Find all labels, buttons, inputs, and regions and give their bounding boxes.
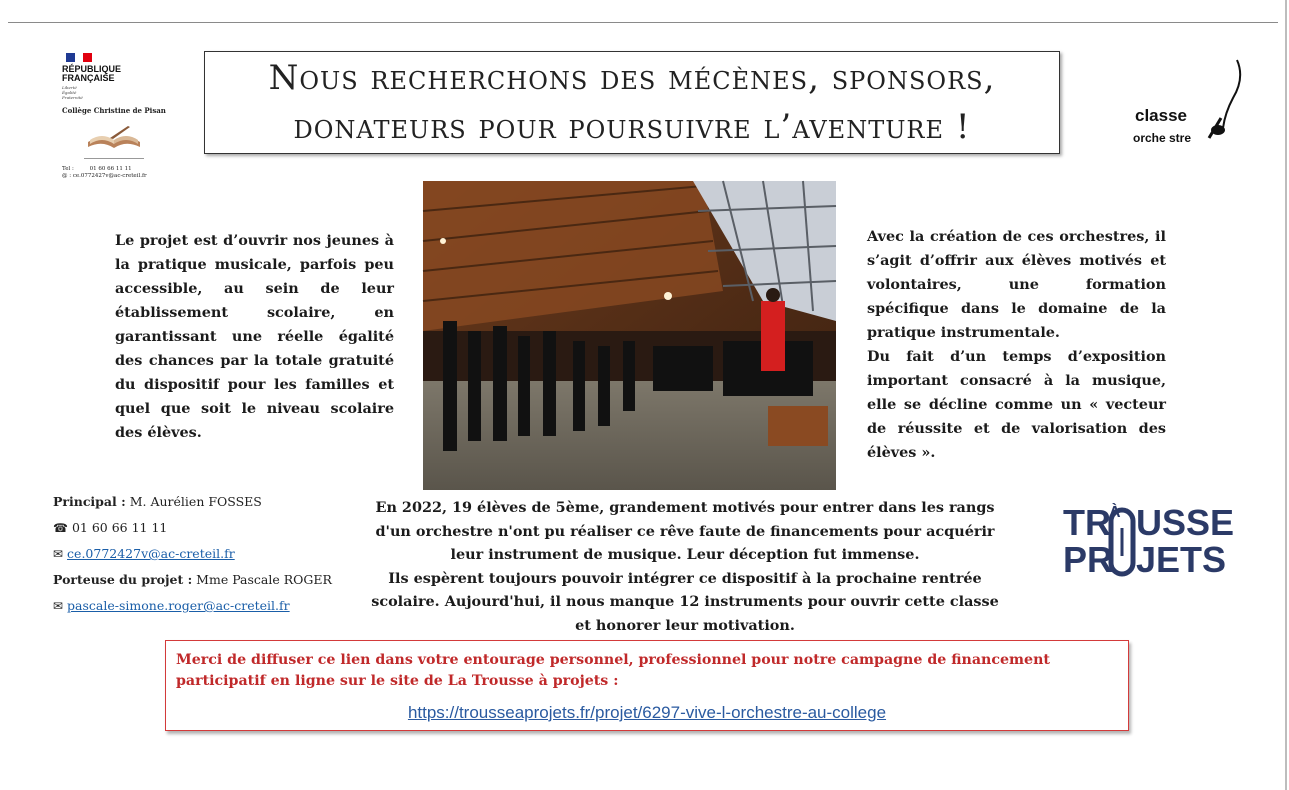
college-email: @ : ce.0772427v@ac-creteil.fr — [62, 173, 147, 179]
trousse-a: À — [1109, 504, 1121, 521]
right-paragraph-1: Avec la création de ces orchestres, il s’agit d’offrir aux élèves motivés et volontaires, une formation spécifique dans le domaine de la pratique instrumentale. — [867, 228, 1166, 341]
phone-line — [53, 515, 353, 541]
trousse-a-projets-logo — [1063, 498, 1235, 580]
orchestre-word: orche stre — [1133, 131, 1192, 145]
porteuse-name: Mme Pascale ROGER — [192, 572, 332, 587]
motto-egalite: Égalité — [62, 90, 77, 95]
republique-college-logo — [62, 53, 172, 180]
right-paragraph-2: Du fait d’un temps d’exposition important consacré à la musique, elle se décline comme un « vecteur de réussite et de valorisation des élèves ». — [867, 348, 1166, 461]
porteuse-label: Porteuse du projet : — [53, 572, 193, 587]
motto-fraternite: Fraternité — [62, 95, 83, 100]
open-book-quill-icon — [84, 122, 144, 152]
headline-line-2: donateurs pour poursuivre l’aventure ! — [293, 106, 971, 147]
crowdfunding-text: Merci de diffuser ce lien dans votre entourage personnel, professionnel pour notre campagne de financement participatif en ligne sur le site de La Trousse à projets : — [176, 652, 1050, 689]
trousse-usse: USSE — [1136, 502, 1235, 543]
tel-number: 01 60 66 11 11 — [89, 166, 132, 172]
email-line-1 — [53, 541, 353, 567]
motivation-line: et honorer leur motivation. — [575, 616, 795, 634]
orchestre-concert-photo — [423, 181, 836, 490]
phone-icon: ☎ — [53, 521, 68, 535]
phone-number: 01 60 66 11 11 — [71, 520, 168, 535]
motto-liberte: Liberté — [62, 85, 77, 90]
tel-label: Tel : — [62, 166, 74, 172]
classe-orchestre-logo — [1125, 58, 1255, 166]
principal-line — [53, 489, 353, 515]
trousse-jets: JETS — [1136, 539, 1227, 580]
email-icon: ✉ — [53, 599, 64, 613]
motivation-line: d'un orchestre n'ont pu réaliser ce rêve faute de financements pour acquérir — [375, 522, 995, 540]
classe-word: classe — [1135, 106, 1187, 125]
logo-divider — [84, 158, 144, 159]
principal-name: M. Aurélien FOSSES — [125, 494, 262, 509]
motivation-line: leur instrument de musique. Leur déception fut immense. — [450, 546, 920, 563]
page-edge — [1285, 0, 1287, 790]
trousse-pr: PR — [1063, 539, 1114, 580]
crowdfunding-callout — [165, 640, 1129, 731]
francaise-label: FRANÇAISE — [62, 73, 115, 83]
motivation-line: En 2022, 19 élèves de 5ème, grandement motivés pour entrer dans les rangs — [375, 499, 995, 516]
project-description-left: Le projet est d’ouvrir nos jeunes à la pratique musicale, parfois peu accessible, au sein de leur établissement scolaire, en garantissant une réelle égalité des chances par la totale gratuité du dispositif pour les familles et quel que soit le niveau scolaire des élèves. — [115, 232, 394, 441]
email-link-college[interactable]: ce.0772427v@ac-creteil.fr — [67, 546, 235, 561]
french-flag-icon — [66, 53, 92, 62]
motivation-text — [350, 496, 1020, 637]
email-line-2 — [53, 593, 353, 619]
headline-line-1: Nous recherchons des mécènes, sponsors, — [268, 57, 996, 98]
email-link-porteuse[interactable]: pascale-simone.roger@ac-creteil.fr — [67, 598, 290, 613]
college-name: Collège Christine de Pisan — [62, 106, 166, 115]
crowdfunding-link[interactable]: https://trousseaprojets.fr/projet/6297-vive-l-orchestre-au-college — [407, 703, 887, 722]
email-icon: ✉ — [53, 547, 64, 561]
principal-label: Principal : — [53, 494, 126, 509]
headline-box — [204, 51, 1060, 154]
republique-label: RÉPUBLIQUE — [62, 64, 122, 74]
motivation-line: scolaire. Aujourd'hui, il nous manque 12 instruments pour ouvrir cette classe — [371, 593, 999, 610]
project-description-right — [867, 225, 1166, 465]
motivation-line: Ils espèrent toujours pouvoir intégrer ce dispositif à la prochaine rentrée — [388, 569, 982, 587]
trousse-tr: TR — [1063, 502, 1111, 543]
contacts-block — [53, 489, 353, 619]
top-divider — [8, 22, 1278, 23]
porteuse-line — [53, 567, 353, 593]
